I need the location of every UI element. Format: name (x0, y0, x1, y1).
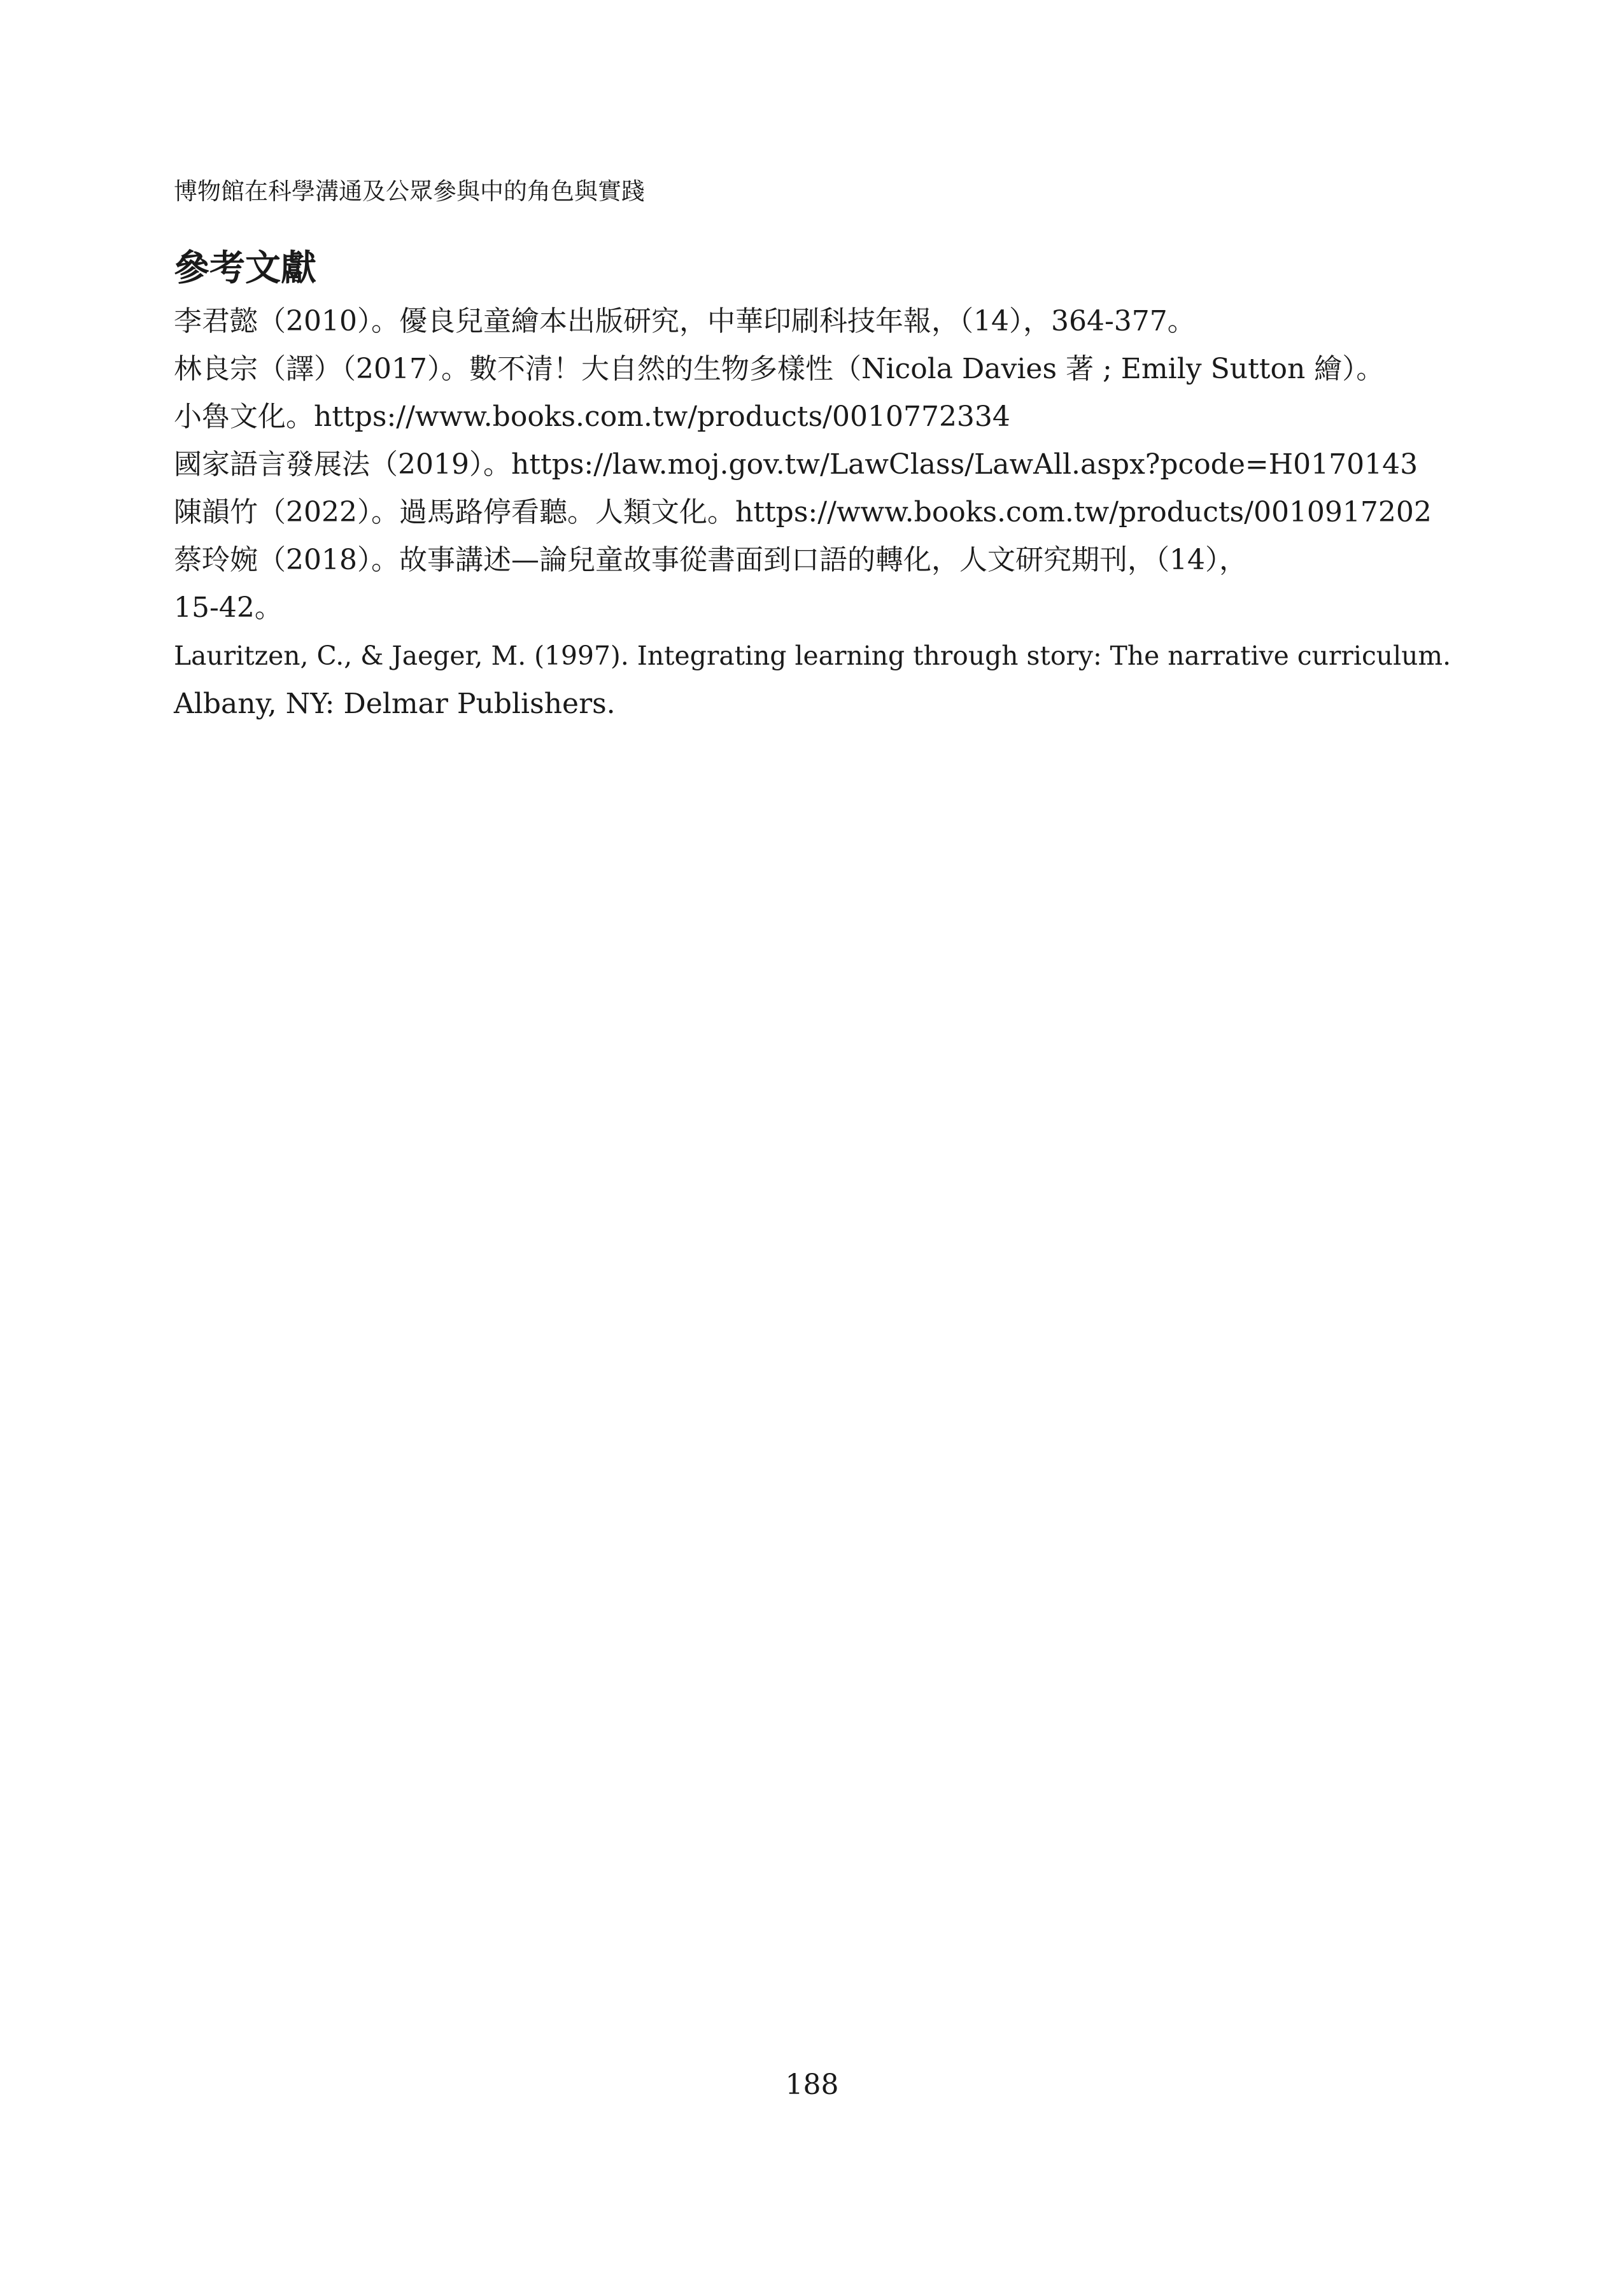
reference-entry (174, 441, 1451, 488)
running-header: 博物館在科學溝通及公眾參與中的角色與實踐 (174, 178, 645, 205)
reference-entry (174, 536, 1451, 632)
page-number: 188 (785, 2069, 839, 2101)
reference-text: 陳韻竹（2022）。過馬路停看聽。人類文化。https://www.books.com.tw/products/0010917202 (174, 496, 1432, 528)
section-title: 參考文獻 (174, 247, 316, 289)
reference-text: 蔡玲婉（2018）。故事講述—論兒童故事從書面到口語的轉化，人文研究期刊，（14）， (174, 544, 1247, 576)
reference-text: Lauritzen, C., & Jaeger, M. (1997). Integrating learning through story: The narrative curriculum. (174, 640, 1451, 671)
reference-entry (174, 345, 1451, 441)
reference-entry (174, 297, 1451, 345)
reference-entry (174, 632, 1451, 728)
reference-text: 林良宗（譯）（2017）。數不清！大自然的生物多樣性（Nicola Davies 著 ; Emily Sutton 繪）。 (174, 353, 1385, 385)
reference-text-continued: 小魯文化。https://www.books.com.tw/products/0010772334 (174, 400, 1010, 433)
reference-text: 國家語言發展法（2019）。https://law.moj.gov.tw/LawClass/LawAll.aspx?pcode=H0170143 (174, 448, 1418, 481)
reference-list (174, 297, 1451, 728)
reference-text-continued: 15-42。 (174, 591, 283, 624)
reference-entry (174, 488, 1451, 536)
reference-text: 李君懿（2010）。優良兒童繪本出版研究，中華印刷科技年報，（14），364-377。 (174, 305, 1196, 337)
reference-text-continued: Albany, NY: Delmar Publishers. (174, 688, 616, 720)
